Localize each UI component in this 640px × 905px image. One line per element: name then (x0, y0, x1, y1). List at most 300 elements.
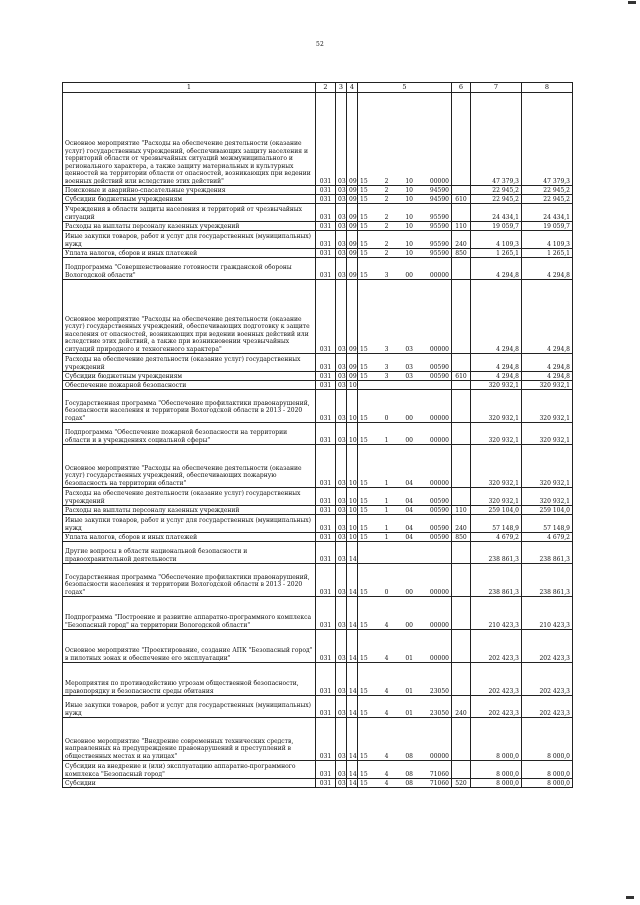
code-part: 00000 (429, 271, 449, 279)
row-name: Уплата налогов, сборов и иных платежей (63, 249, 316, 258)
amount-col8: 4 294,8 (522, 354, 573, 372)
target-article-code (358, 195, 452, 204)
amount-col8: 22 945,2 (522, 195, 573, 204)
amount-col7: 1 265,1 (471, 249, 522, 258)
row-name: Расходы на обеспечение деятельности (оказание услуг) государственных учреждений (63, 354, 316, 372)
expense-type-code (452, 204, 471, 222)
code-part: 15 (360, 533, 368, 541)
code-part: 4 (384, 654, 389, 662)
code-part: 2 (384, 240, 389, 248)
row-name: Подпрограмма "Построение и развитие аппаратно-программного комплекса "Безопасный город" на территории Вологодской области" (63, 597, 316, 630)
code-part: 10 (405, 240, 413, 248)
amount-col8: 202 423,3 (522, 696, 573, 718)
code-part: 00000 (429, 177, 449, 185)
code-part: 00000 (429, 588, 449, 596)
expense-type-code: 520 (452, 779, 471, 788)
subsection-code: 09 (347, 195, 358, 204)
table-row (63, 506, 573, 515)
section-code: 03 (336, 597, 347, 630)
row-name: Иные закупки товаров, работ и услуг для государственных (муниципальных) нужд (63, 515, 316, 533)
table-row (63, 696, 573, 718)
table-row (63, 564, 573, 597)
section-code: 03 (336, 488, 347, 506)
code-part: 08 (405, 779, 413, 787)
target-article-code (358, 515, 452, 533)
section-code: 03 (336, 195, 347, 204)
table-row (63, 195, 573, 204)
target-article-code (358, 381, 452, 390)
amount-col7: 8 000,0 (471, 761, 522, 779)
code-part: 15 (360, 506, 368, 514)
header-cell: 2 (316, 83, 336, 93)
table-row (63, 222, 573, 231)
amount-col7: 19 059,7 (471, 222, 522, 231)
subsection-code: 14 (347, 630, 358, 663)
section-code: 03 (336, 186, 347, 195)
target-article-code (358, 204, 452, 222)
subsection-code: 14 (347, 597, 358, 630)
section-code: 03 (336, 423, 347, 445)
section-code: 03 (336, 630, 347, 663)
ministry-code: 031 (316, 381, 336, 390)
target-article-code (358, 222, 452, 231)
target-article-code (358, 564, 452, 597)
amount-col8: 320 932,1 (522, 488, 573, 506)
code-part: 15 (360, 479, 368, 487)
table-row (63, 204, 573, 222)
section-code: 03 (336, 381, 347, 390)
subsection-code: 09 (347, 204, 358, 222)
target-article-code (358, 231, 452, 249)
code-part: 15 (360, 497, 368, 505)
code-part: 94590 (429, 195, 449, 203)
expense-type-code: 240 (452, 231, 471, 249)
amount-col7: 4 109,3 (471, 231, 522, 249)
code-part: 15 (360, 177, 368, 185)
row-name: Расходы на выплаты персоналу казенных учреждений (63, 506, 316, 515)
section-code: 03 (336, 93, 347, 186)
amount-col8: 4 109,3 (522, 231, 573, 249)
amount-col7: 320 932,1 (471, 381, 522, 390)
row-name: Уплата налогов, сборов и иных платежей (63, 533, 316, 542)
code-part: 00590 (429, 363, 449, 371)
target-article-code (358, 186, 452, 195)
code-part: 10 (405, 249, 413, 257)
amount-col8: 19 059,7 (522, 222, 573, 231)
code-part: 4 (384, 687, 389, 695)
section-code: 03 (336, 249, 347, 258)
amount-col7: 22 945,2 (471, 195, 522, 204)
expense-type-code: 850 (452, 249, 471, 258)
code-part: 04 (405, 533, 413, 541)
expense-type-code (452, 258, 471, 280)
code-part: 1 (384, 506, 389, 514)
row-name: Основное мероприятие "Расходы на обеспечение деятельности (оказание услуг) государственных учреждений, обеспечивающих защиту населения и территорий области от чрезвычайных ситуаций межмуниципального и регионального характера, а также защиту материальных и культурных ценностей на территории области от опасностей, возникающих при ведении военных действий или вследствие этих действий" (63, 93, 316, 186)
code-part: 2 (384, 195, 389, 203)
subsection-code: 14 (347, 696, 358, 718)
ministry-code: 031 (316, 258, 336, 280)
amount-col8: 8 000,0 (522, 718, 573, 761)
subsection-code: 14 (347, 761, 358, 779)
code-part: 23050 (429, 709, 449, 717)
code-part: 95590 (429, 222, 449, 230)
code-part: 2 (384, 186, 389, 194)
code-part: 00000 (429, 621, 449, 629)
budget-table (62, 82, 573, 788)
code-part: 1 (384, 524, 389, 532)
subsection-code: 09 (347, 93, 358, 186)
code-part: 04 (405, 497, 413, 505)
code-part: 3 (384, 363, 389, 371)
ministry-code: 031 (316, 204, 336, 222)
code-part: 3 (384, 271, 389, 279)
table-row (63, 488, 573, 506)
subsection-code: 09 (347, 258, 358, 280)
ministry-code: 031 (316, 506, 336, 515)
amount-col7: 47 379,3 (471, 93, 522, 186)
header-cell: 8 (522, 83, 573, 93)
expense-type-code (452, 354, 471, 372)
table-row (63, 93, 573, 186)
amount-col8: 202 423,3 (522, 630, 573, 663)
target-article-code (358, 761, 452, 779)
ministry-code: 031 (316, 761, 336, 779)
code-part: 00 (405, 436, 413, 444)
code-part: 15 (360, 621, 368, 629)
expense-type-code (452, 663, 471, 696)
amount-col8: 22 945,2 (522, 186, 573, 195)
row-name: Иные закупки товаров, работ и услуг для государственных (муниципальных) нужд (63, 231, 316, 249)
code-part: 10 (405, 213, 413, 221)
row-name: Другие вопросы в области национальной безопасности и правоохранительной деятельности (63, 542, 316, 564)
amount-col7: 8 000,0 (471, 718, 522, 761)
code-part: 15 (360, 240, 368, 248)
code-part: 15 (360, 186, 368, 194)
amount-col8: 47 379,3 (522, 93, 573, 186)
code-part: 03 (405, 363, 413, 371)
expense-type-code (452, 390, 471, 423)
amount-col7: 202 423,3 (471, 630, 522, 663)
amount-col7: 4 294,8 (471, 372, 522, 381)
target-article-code (358, 696, 452, 718)
code-part: 2 (384, 249, 389, 257)
ministry-code: 031 (316, 249, 336, 258)
section-code: 03 (336, 564, 347, 597)
subsection-code: 09 (347, 249, 358, 258)
subsection-code: 14 (347, 718, 358, 761)
row-name: Основное мероприятие "Расходы на обеспечение деятельности (оказание услуг) государственных учреждений, обеспечивающих подготовку к защите населения от опасностей, возникающих при ведении военных действий или вследствие этих действий, а также при возникновении чрезвычайных ситуаций природного и техногенного характера" (63, 280, 316, 354)
code-part: 15 (360, 249, 368, 257)
code-part: 95590 (429, 249, 449, 257)
code-part: 4 (384, 709, 389, 717)
ministry-code: 031 (316, 231, 336, 249)
amount-col7: 8 000,0 (471, 779, 522, 788)
subsection-code: 14 (347, 542, 358, 564)
code-part: 1 (384, 479, 389, 487)
expense-type-code: 240 (452, 696, 471, 718)
row-name: Мероприятия по противодействию угрозам общественной безопасности, правопорядку и безопасности среды обитания (63, 663, 316, 696)
target-article-code (358, 630, 452, 663)
amount-col8: 259 104,0 (522, 506, 573, 515)
scan-mark-bottom (626, 896, 634, 899)
row-name: Государственная программа "Обеспечение профилактики правонарушений, безопасности населения и территории Вологодской области в 2013 - 2020 годах" (63, 390, 316, 423)
expense-type-code (452, 381, 471, 390)
code-part: 00590 (429, 524, 449, 532)
expense-type-code: 610 (452, 372, 471, 381)
ministry-code: 031 (316, 533, 336, 542)
section-code: 03 (336, 779, 347, 788)
code-part: 00 (405, 271, 413, 279)
subsection-code: 09 (347, 280, 358, 354)
amount-col7: 210 423,3 (471, 597, 522, 630)
row-name: Субсидии (63, 779, 316, 788)
section-code: 03 (336, 542, 347, 564)
ministry-code: 031 (316, 445, 336, 488)
amount-col8: 238 861,3 (522, 542, 573, 564)
target-article-code (358, 597, 452, 630)
amount-col8: 1 265,1 (522, 249, 573, 258)
table-row (63, 597, 573, 630)
code-part: 95590 (429, 213, 449, 221)
row-name: Учреждения в области защиты населения и территорий от чрезвычайных ситуаций (63, 204, 316, 222)
ministry-code: 031 (316, 93, 336, 186)
target-article-code (358, 390, 452, 423)
expense-type-code (452, 445, 471, 488)
code-part: 04 (405, 479, 413, 487)
code-part: 00000 (429, 479, 449, 487)
amount-col8: 4 679,2 (522, 533, 573, 542)
amount-col8: 24 434,1 (522, 204, 573, 222)
target-article-code (358, 372, 452, 381)
amount-col8: 320 932,1 (522, 423, 573, 445)
amount-col7: 238 861,3 (471, 542, 522, 564)
subsection-code: 14 (347, 564, 358, 597)
code-part: 00590 (429, 497, 449, 505)
amount-col8: 320 932,1 (522, 390, 573, 423)
subsection-code: 09 (347, 222, 358, 231)
subsection-code: 09 (347, 354, 358, 372)
ministry-code: 031 (316, 195, 336, 204)
code-part: 00000 (429, 752, 449, 760)
table-row (63, 381, 573, 390)
ministry-code: 031 (316, 423, 336, 445)
ministry-code: 031 (316, 564, 336, 597)
code-part: 00590 (429, 506, 449, 514)
code-part: 04 (405, 506, 413, 514)
expense-type-code (452, 280, 471, 354)
amount-col8: 8 000,0 (522, 761, 573, 779)
section-code: 03 (336, 696, 347, 718)
amount-col8: 320 932,1 (522, 445, 573, 488)
target-article-code (358, 354, 452, 372)
amount-col7: 320 932,1 (471, 423, 522, 445)
section-code: 03 (336, 258, 347, 280)
table-row (63, 718, 573, 761)
table-row (63, 533, 573, 542)
code-part: 00000 (429, 414, 449, 422)
code-part: 15 (360, 363, 368, 371)
code-part: 15 (360, 372, 368, 380)
amount-col7: 4 294,8 (471, 280, 522, 354)
table-row (63, 779, 573, 788)
table-row (63, 372, 573, 381)
ministry-code: 031 (316, 390, 336, 423)
code-part: 3 (384, 345, 389, 353)
subsection-code: 10 (347, 445, 358, 488)
code-part: 0 (384, 414, 389, 422)
code-part: 00 (405, 414, 413, 422)
ministry-code: 031 (316, 372, 336, 381)
subsection-code: 10 (347, 423, 358, 445)
code-part: 71060 (429, 770, 449, 778)
row-name: Поисковые и аварийно-спасательные учреждения (63, 186, 316, 195)
header-cell: 7 (471, 83, 522, 93)
target-article-code (358, 249, 452, 258)
amount-col8: 238 861,3 (522, 564, 573, 597)
code-part: 2 (384, 222, 389, 230)
expense-type-code: 110 (452, 222, 471, 231)
expense-type-code: 240 (452, 515, 471, 533)
code-part: 08 (405, 770, 413, 778)
amount-col7: 238 861,3 (471, 564, 522, 597)
subsection-code: 09 (347, 231, 358, 249)
amount-col7: 57 148,9 (471, 515, 522, 533)
code-part: 04 (405, 524, 413, 532)
code-part: 15 (360, 752, 368, 760)
header-cell: 6 (452, 83, 471, 93)
code-part: 71060 (429, 779, 449, 787)
table-row (63, 761, 573, 779)
row-name: Подпрограмма "Совершенствование готовности гражданской обороны Вологодской области" (63, 258, 316, 280)
target-article-code (358, 258, 452, 280)
section-code: 03 (336, 222, 347, 231)
target-article-code (358, 93, 452, 186)
table-body (63, 83, 573, 788)
code-part: 10 (405, 186, 413, 194)
amount-col7: 4 294,8 (471, 354, 522, 372)
code-part: 95590 (429, 240, 449, 248)
code-part: 03 (405, 345, 413, 353)
section-code: 03 (336, 231, 347, 249)
target-article-code (358, 488, 452, 506)
target-article-code (358, 280, 452, 354)
section-code: 03 (336, 204, 347, 222)
amount-col7: 22 945,2 (471, 186, 522, 195)
target-article-code (358, 663, 452, 696)
section-code: 03 (336, 354, 347, 372)
code-part: 15 (360, 654, 368, 662)
code-part: 1 (384, 436, 389, 444)
table-row (63, 445, 573, 488)
target-article-code (358, 445, 452, 488)
ministry-code: 031 (316, 630, 336, 663)
code-part: 1 (384, 533, 389, 541)
amount-col7: 202 423,3 (471, 663, 522, 696)
table-row (63, 186, 573, 195)
row-name: Субсидии бюджетным учреждениям (63, 372, 316, 381)
table-row (63, 231, 573, 249)
subsection-code: 09 (347, 186, 358, 195)
row-name: Обеспечение пожарной безопасности (63, 381, 316, 390)
table-row (63, 630, 573, 663)
section-code: 03 (336, 506, 347, 515)
code-part: 03 (405, 372, 413, 380)
amount-col8: 320 932,1 (522, 381, 573, 390)
code-part: 00000 (429, 654, 449, 662)
amount-col7: 4 294,8 (471, 258, 522, 280)
code-part: 15 (360, 436, 368, 444)
expense-type-code (452, 564, 471, 597)
section-code: 03 (336, 761, 347, 779)
section-code: 03 (336, 445, 347, 488)
subsection-code: 10 (347, 488, 358, 506)
code-part: 15 (360, 770, 368, 778)
subsection-code: 10 (347, 533, 358, 542)
ministry-code: 031 (316, 696, 336, 718)
code-part: 15 (360, 414, 368, 422)
row-name: Субсидии бюджетным учреждениям (63, 195, 316, 204)
amount-col7: 24 434,1 (471, 204, 522, 222)
amount-col8: 4 294,8 (522, 372, 573, 381)
subsection-code: 10 (347, 506, 358, 515)
row-name: Субсидии на внедрение и (или) эксплуатацию аппаратно-программного комплекса "Безопасный город" (63, 761, 316, 779)
target-article-code (358, 533, 452, 542)
target-article-code (358, 542, 452, 564)
target-article-code (358, 506, 452, 515)
amount-col8: 4 294,8 (522, 280, 573, 354)
code-part: 01 (405, 654, 413, 662)
subsection-code: 14 (347, 779, 358, 788)
row-name: Основное мероприятие "Расходы на обеспечение деятельности (оказание услуг) государственных учреждений, обеспечивающих пожарную безопасность на территории области" (63, 445, 316, 488)
row-name: Иные закупки товаров, работ и услуг для государственных (муниципальных) нужд (63, 696, 316, 718)
ministry-code: 031 (316, 779, 336, 788)
table-row (63, 423, 573, 445)
table-row (63, 280, 573, 354)
code-part: 0 (384, 588, 389, 596)
section-code: 03 (336, 280, 347, 354)
ministry-code: 031 (316, 515, 336, 533)
code-part: 00590 (429, 533, 449, 541)
code-part: 4 (384, 770, 389, 778)
code-part: 15 (360, 222, 368, 230)
table-row (63, 258, 573, 280)
amount-col7: 202 423,3 (471, 696, 522, 718)
subsection-code: 10 (347, 381, 358, 390)
subsection-code: 10 (347, 515, 358, 533)
row-name: Расходы на обеспечение деятельности (оказание услуг) государственных учреждений (63, 488, 316, 506)
code-part: 4 (384, 752, 389, 760)
expense-type-code: 110 (452, 506, 471, 515)
expense-type-code (452, 423, 471, 445)
subsection-code: 10 (347, 390, 358, 423)
expense-type-code (452, 630, 471, 663)
ministry-code: 031 (316, 663, 336, 696)
amount-col7: 259 104,0 (471, 506, 522, 515)
amount-col8: 57 148,9 (522, 515, 573, 533)
code-part: 94590 (429, 186, 449, 194)
row-name: Государственная программа "Обеспечение профилактики правонарушений, безопасности населения и территории Вологодской области в 2013 - 2020 годах" (63, 564, 316, 597)
header-cell: 3 (336, 83, 347, 93)
expense-type-code (452, 597, 471, 630)
code-part: 10 (405, 222, 413, 230)
target-article-code (358, 423, 452, 445)
code-part: 00000 (429, 345, 449, 353)
code-part: 4 (384, 621, 389, 629)
header-row (63, 83, 573, 93)
code-part: 15 (360, 213, 368, 221)
ministry-code: 031 (316, 186, 336, 195)
code-part: 15 (360, 271, 368, 279)
